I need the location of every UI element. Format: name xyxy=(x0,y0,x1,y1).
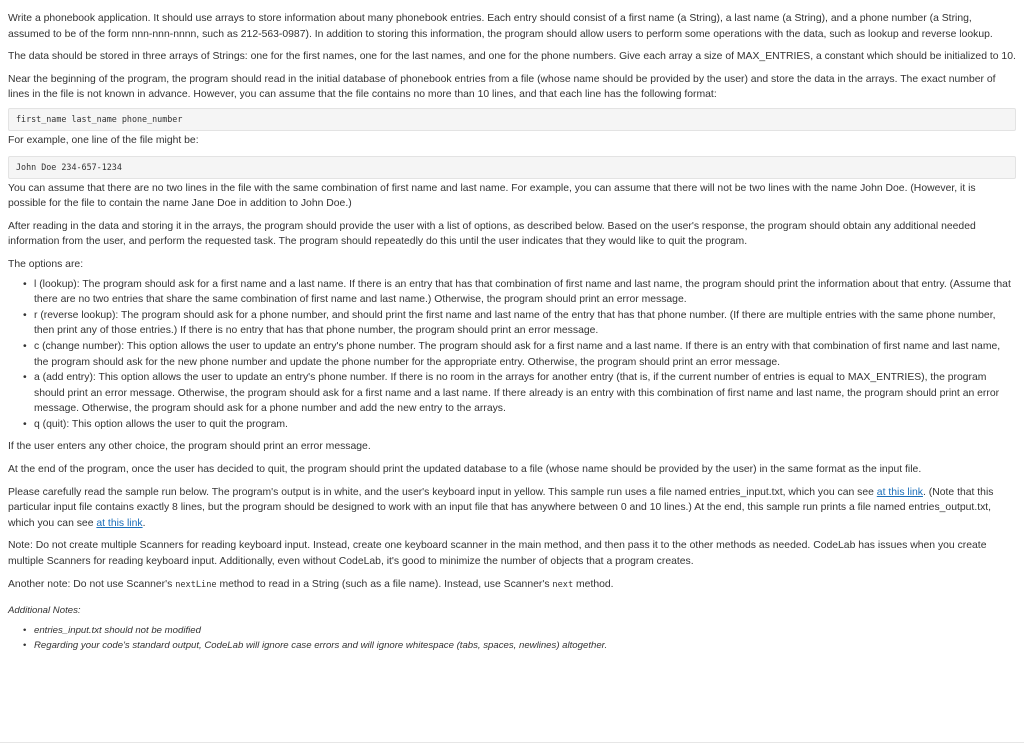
scanner-note-paragraph: Note: Do not create multiple Scanners for reading keyboard input. Instead, create one keyboard scanner in the main method, and then pass it to the other methods as needed. CodeLab has issues when you create multiple Scanners for reading keyboard input. Additionally, even without CodeLab, it's good to minimize the number of objects that a program creates. xyxy=(8,540,987,568)
option-change-number: • c (change number): This option allows the user to update an entry's phone number. The program should ask for a first name and a last name. If there is an entry with that combination of first name and last name, the program should ask for the new phone number and update the phone number for the appropriate entry. Otherwise, the program should print an error message. xyxy=(34,339,1016,370)
example-code-block: John Doe 234-657-1234 xyxy=(8,156,1016,179)
example-intro: For example, one line of the file might be: xyxy=(8,134,199,146)
output-file-paragraph: At the end of the program, once the user has decided to quit, the program should print the updated database to a file (whose name should be provided by the user) in the same format as the input file. xyxy=(8,464,922,476)
nextline-note-text-b: method to read in a String (such as a file name). Instead, use Scanner's xyxy=(216,578,553,590)
options-title: The options are: xyxy=(8,258,84,270)
input-file-link[interactable]: at this link xyxy=(876,486,923,498)
uniqueness-paragraph: You can assume that there are no two lines in the file with the same combination of first name and last name. For example, you can assume that there will not be two lines with the name John Doe. (However, it is possible for the file to contain the name Jane Doe in addition to John Doe.) xyxy=(8,182,976,210)
additional-notes-title: Additional Notes: xyxy=(8,605,81,617)
nextline-note-paragraph xyxy=(8,577,1016,594)
file-input-paragraph: Near the beginning of the program, the program should read in the initial database of phonebook entries from a file (whose name should be provided by the user) and store the data in the arrays. The exact number of lines in the file is not known in advance. However, you can assume that the file contains no more than 10 lines, and that each line has the following format: xyxy=(8,73,996,101)
format-code-block: first_name last_name phone_number xyxy=(8,108,1016,131)
nextline-note-text-c: method. xyxy=(573,578,614,590)
nextline-code: nextLine xyxy=(175,579,217,590)
bottom-divider xyxy=(0,742,1024,743)
invalid-choice-paragraph: If the user enters any other choice, the program should print an error message. xyxy=(8,441,371,453)
sample-run-paragraph xyxy=(8,485,1016,532)
options-flow-paragraph: After reading in the data and storing it in the arrays, the program should provide the user with a list of options, as described below. Based on the user's response, the program should obtain any additional needed information from the user, and perform the requested task. The program should repeatedly do this until the user indicates that they would like to quit the program. xyxy=(8,220,976,248)
option-quit: • q (quit): This option allows the user to quit the program. xyxy=(34,417,1016,433)
additional-notes-list xyxy=(8,623,1016,653)
sample-run-text-c: . xyxy=(142,517,146,529)
options-list xyxy=(8,277,1016,433)
nextline-note-text-a: Another note: Do not use Scanner's xyxy=(8,578,176,590)
option-add-entry: • a (add entry): This option allows the user to update an entry's phone number. If there is no room in the arrays for another entry (that is, if the current number of entries is equal to MAX_ENTRIES), the program should print an error message. Otherwise, the program should ask for a first name and a last name. If there already is an entry with this combination of first name and last name, the program should print an error message. Otherwise, the program should ask for a phone number and add the new entry to the arrays. xyxy=(34,370,1016,417)
sample-run-text-b: . (Note that this particular input file contains exactly 8 lines, but the program should be designed to work with an input file that has anywhere between 0 and 10 lines.) At the end, this sample run prints a file named entries_output.txt, which you can see xyxy=(8,486,994,529)
option-lookup: • l (lookup): The program should ask for a first name and a last name. If there is an entry that has that combination of first name and last name, the program should print the information about that entry. (Assume that there are no two entries that share the same combination of first name and last name.) Otherwise, the program should print an error message. xyxy=(34,277,1016,308)
output-file-link[interactable]: at this link xyxy=(96,517,143,529)
intro-paragraph: Write a phonebook application. It should use arrays to store information about many phonebook entries. Each entry should consist of a first name (a String), a last name (a String), and a phone number (a String, assumed to be of the form nnn-nnn-nnnn, such as 212-563-0987). In addition to storing this information, the program should allow users to perform some operations with the data, such as lookup and reverse lookup. xyxy=(8,13,993,40)
next-code: next xyxy=(552,579,574,590)
note-item: • entries_input.txt should not be modified xyxy=(34,623,1016,638)
note-item: • Regarding your code's standard output, CodeLab will ignore case errors and will ignore whitespace (tabs, spaces, newlines) altogether. xyxy=(34,638,1016,653)
arrays-paragraph: The data should be stored in three arrays of Strings: one for the first names, one for the last names, and one for the phone numbers. Give each array a size of MAX_ENTRIES, a constant which should be initialized to 10. xyxy=(8,51,1016,63)
sample-run-text-a: Please carefully read the sample run below. The program's output is in white, and the user's keyboard input in yellow. This sample run uses a file named entries_input.txt, which you can see xyxy=(8,486,877,498)
option-reverse-lookup: • r (reverse lookup): The program should ask for a phone number, and should print the first name and last name of the entry that has that phone number. (If there are multiple entries with the same phone number, then print any of those entries.) If there is no entry that has that phone number, the program should print an error message. xyxy=(34,308,1016,339)
